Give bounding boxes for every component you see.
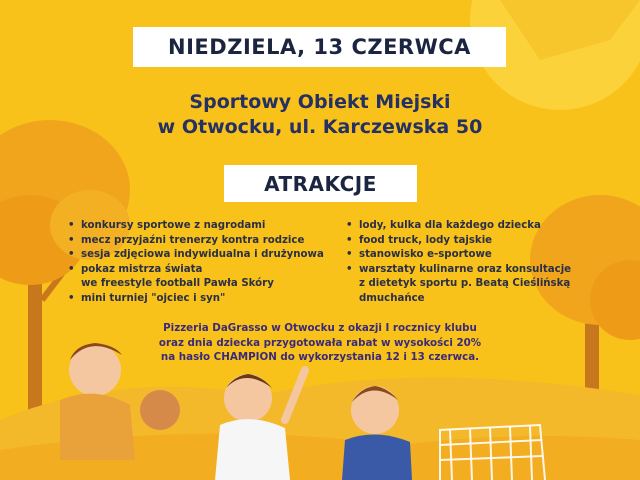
promo-line-3: na hasło CHAMPION do wykorzystania 12 i 13 czerwca.: [160, 351, 480, 363]
venue-block: [0, 90, 640, 140]
bullet-icon: •: [346, 234, 353, 246]
bullet-icon: •: [346, 220, 353, 231]
attractions-banner: [224, 165, 417, 202]
attractions-list-left: [66, 219, 336, 306]
list-item: [344, 219, 594, 234]
bullet-icon: •: [68, 234, 75, 246]
list-item-text: pokaz mistrza świata: [81, 263, 203, 275]
bullet-icon: •: [68, 220, 75, 231]
list-item: [344, 248, 594, 263]
list-item-text: warsztaty kulinarne oraz konsultacje: [359, 263, 572, 275]
list-item-text: z dietetyk sportu p. Beatą Cieślińską: [359, 278, 571, 289]
attractions-list-right: [344, 219, 594, 306]
venue-line-2: w Otwocku, ul. Karczewska 50: [157, 116, 483, 138]
list-item: [66, 248, 336, 263]
list-item-text: dmuchańce: [359, 292, 425, 304]
list-item-text: lody, kulka dla każdego dziecka: [359, 220, 541, 231]
list-item: [66, 219, 336, 234]
list-item-text: konkursy sportowe z nagrodami: [81, 220, 266, 231]
list-item-text: mecz przyjaźni trenerzy kontra rodzice: [81, 234, 305, 246]
list-item: [344, 263, 594, 278]
event-date: NIEDZIELA, 13 CZERWCA: [168, 35, 471, 59]
bullet-icon: •: [346, 263, 353, 275]
attractions-title: ATRAKCJE: [264, 171, 377, 196]
list-item-continuation: [344, 292, 594, 307]
promo-line-1: Pizzeria DaGrasso w Otwocku z okazji I rocznicy klubu: [163, 322, 477, 334]
bullet-icon: •: [68, 263, 75, 275]
list-item-text: we freestyle football Pawła Skóry: [81, 278, 274, 289]
bullet-icon: •: [346, 249, 353, 260]
list-item-text: sesja zdjęciowa indywidualna i drużynowa: [81, 249, 324, 260]
promo-line-2: oraz dnia dziecka przygotowała rabat w wysokości 20%: [158, 336, 482, 349]
list-item-text: food truck, lody tajskie: [359, 234, 493, 246]
list-item-text: mini turniej "ojciec i syn": [81, 292, 226, 304]
bullet-icon: •: [68, 292, 75, 304]
list-item-continuation: [66, 277, 336, 292]
list-item-continuation: [344, 277, 594, 292]
list-item-text: stanowisko e-sportowe: [359, 249, 492, 260]
list-item: [344, 234, 594, 249]
venue-line-1: Sportowy Obiekt Miejski: [189, 91, 451, 113]
promo-block: [0, 321, 640, 365]
list-item: [66, 292, 336, 307]
date-banner: [133, 27, 506, 67]
list-item: [66, 234, 336, 249]
bullet-icon: •: [68, 249, 75, 260]
list-item: [66, 263, 336, 278]
